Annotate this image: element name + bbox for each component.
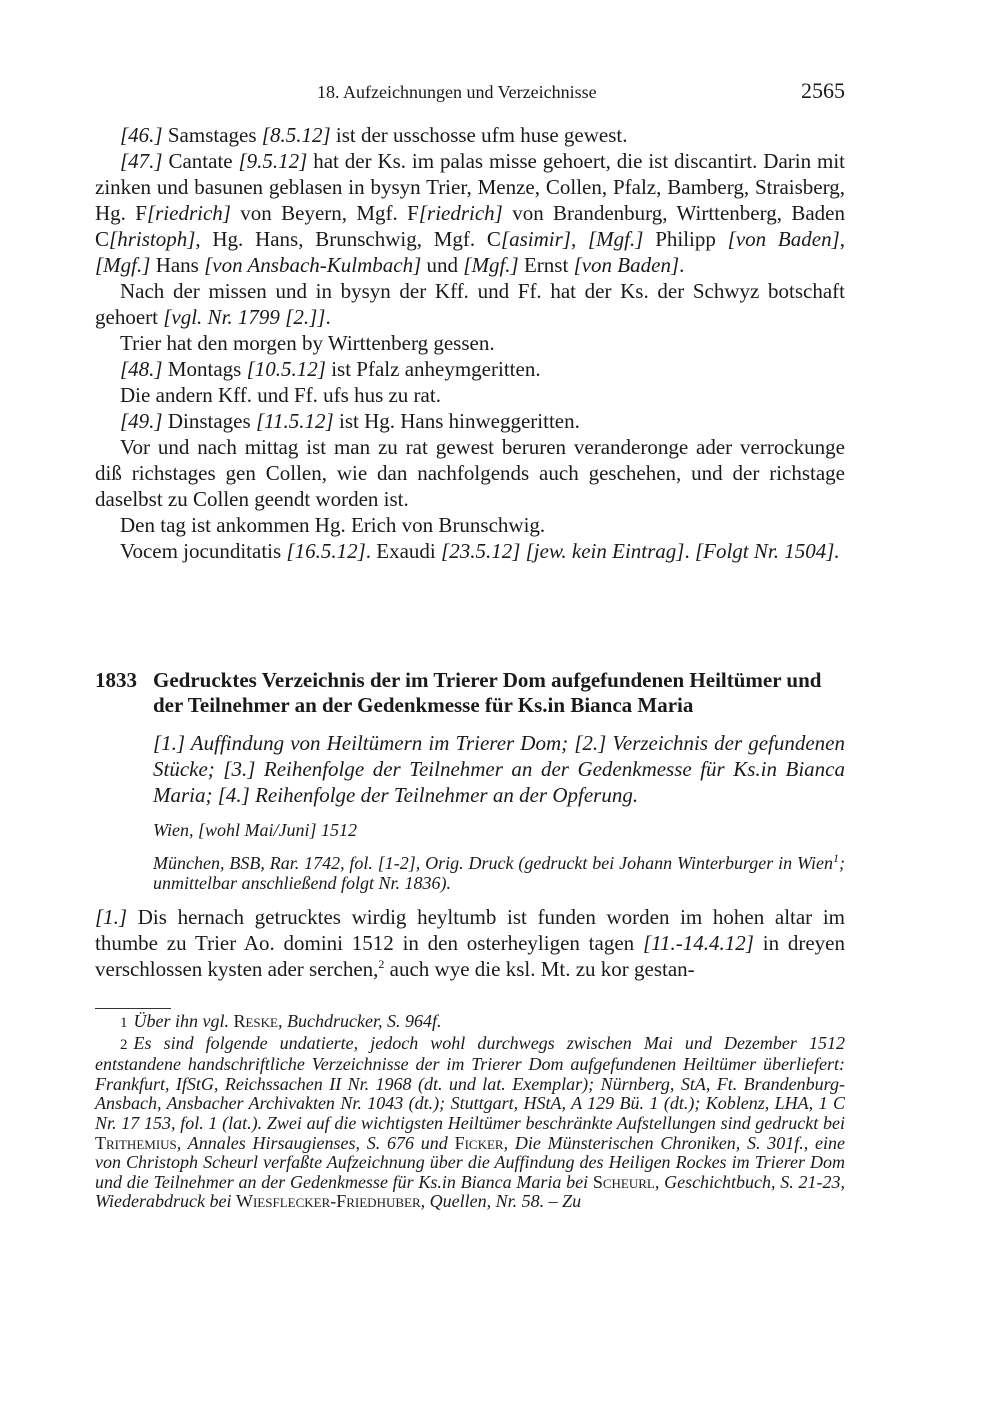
protocol-entries xyxy=(95,122,845,564)
footnote-ref-2[interactable]: 2 xyxy=(378,957,385,971)
footnote-ref-1[interactable]: 1 xyxy=(833,851,839,865)
paragraph-trier: Trier hat den morgen by Wirttenberg gessen. xyxy=(120,331,495,355)
document-text xyxy=(95,904,845,982)
section-number: 1833 xyxy=(95,668,137,692)
footnotes xyxy=(95,1012,845,1212)
page-number: 2565 xyxy=(801,78,845,103)
running-title: 18. Aufzeichnungen und Verzeichnisse xyxy=(317,82,597,102)
section-title: Gedrucktes Verzeichnis der im Trierer Dom aufgefundenen Heiltümer und der Teilnehmer an der Gedenkmesse für Ks.in Bianca Maria xyxy=(153,668,822,717)
footnote-2: 2 Es sind folgende undatierte, jedoch wohl durchwegs zwischen Mai und Dezember 1512 entstandene handschriftliche Verzeichnisse der im Trierer Dom aufgefundenen Heiltümer überliefert: Frankfurt, IfStG, Reichssachen II Nr. 1968 (dt. und lat. Exemplar); Nürnberg, StA, Ft. Brandenburg-Ansbach, Ansbacher Archivakten Nr. 1043 (dt.); Stuttgart, HStA, A 129 Bü. 1 (dt.); Koblenz, LHA, 1 C Nr. 17 153, fol. 1 (lat.). Zwei auf die wichtigsten Heiltümer beschränkte Aufstellungen sind gedruckt bei Trithemius, Annales Hirsaugienses, S. 676 und Ficker, Die Münsterischen Chroniken, S. 301f., eine von Christoph Scheurl verfaßte Aufzeichnung über die Auffindung des Heiligen Rockes im Trierer Dom und die Teilnehmer an der Gedenkmesse für Ks.in Bianca Maria bei Scheurl, Geschichtbuch, S. 21-23, Wiederabdruck bei Wiesflecker-Friedhuber, Quellen, Nr. 58. – Zu xyxy=(95,1032,845,1212)
paragraph-den-tag: Den tag ist ankommen Hg. Erich von Brunschwig. xyxy=(120,513,546,537)
text-paragraph-1: [1.] Dis hernach getrucktes wirdig heyltumb ist funden worden im hohen altar im thumbe zu Trier Ao. domini 1512 in den osterheyligen tagen [11.-14.4.12] in dreyen verschlossen kysten ader serchen,$^2$ auch wye die ksl. Mt. zu kor gestan- xyxy=(95,905,845,981)
entry-47: [47.] Cantate [9.5.12] hat der Ks. im palas misse gehoert, die ist discantirt. Darin mit zinken und basunen geblasen in bysyn Trier, Menze, Collen, Pfalz, Bamberg, Straisberg, Hg. F[riedrich] von Beyern, Mgf. F[riedrich] von Brandenburg, Wirttenberg, Baden C[hristoph], Hg. Hans, Brunschwig, Mgf. C[asimir], [Mgf.] Philipp [von Baden], [Mgf.] Hans [von Ansbach-Kulmbach] und [Mgf.] Ernst [von Baden]. xyxy=(95,149,845,277)
paragraph-vocem: Vocem jocunditatis [16.5.12]. Exaudi [23.5.12] [jew. kein Eintrag]. [Folgt Nr. 1504]. xyxy=(120,539,840,563)
entry-48: [48.] Montags [10.5.12] ist Pfalz anheymgeritten. xyxy=(120,357,541,381)
section-source: München, BSB, Rar. 1742, fol. [1-2], Orig. Druck (gedruckt bei Johann Winterburger in Wien$^1$; unmittelbar anschließend folgt Nr. 1836). xyxy=(153,851,845,893)
footnote-1: 1 Über ihn vgl. Reske, Buchdrucker, S. 964f. xyxy=(120,1011,442,1031)
footnote-divider xyxy=(95,1008,171,1009)
page-header xyxy=(95,80,845,108)
document-section-1833 xyxy=(95,668,845,893)
entry-46: [46.] Samstages [8.5.12] ist der usschosse ufm huse gewest. xyxy=(120,123,628,147)
section-date: Wien, [wohl Mai/Juni] 1512 xyxy=(153,820,357,840)
section-summary: [1.] Auffindung von Heiltümern im Trierer Dom; [2.] Verzeichnis der gefundenen Stücke; [3.] Reihenfolge der Teilnehmer an der Gedenkmesse für Ks.in Bianca Maria; [4.] Reihenfolge der Teilnehmer an der Opferung. xyxy=(153,731,845,807)
section-heading xyxy=(95,668,845,718)
paragraph-vor-und-nach: Vor und nach mittag ist man zu rat gewest beruren veranderonge ader verrockunge diß richstages gen Collen, wie dan nachfolgends auch geschehen, und der richstage daselbst zu Collen geendt worden ist. xyxy=(95,435,845,511)
section-meta xyxy=(153,730,845,893)
paragraph-nach-der-missen: Nach der missen und in bysyn der Kff. und Ff. hat der Ks. der Schwyz botschaft gehoert [vgl. Nr. 1799 [2.]]. xyxy=(95,279,845,329)
entry-49: [49.] Dinstages [11.5.12] ist Hg. Hans hinweggeritten. xyxy=(120,409,580,433)
paragraph-die-andern: Die andern Kff. und Ff. ufs hus zu rat. xyxy=(120,383,441,407)
